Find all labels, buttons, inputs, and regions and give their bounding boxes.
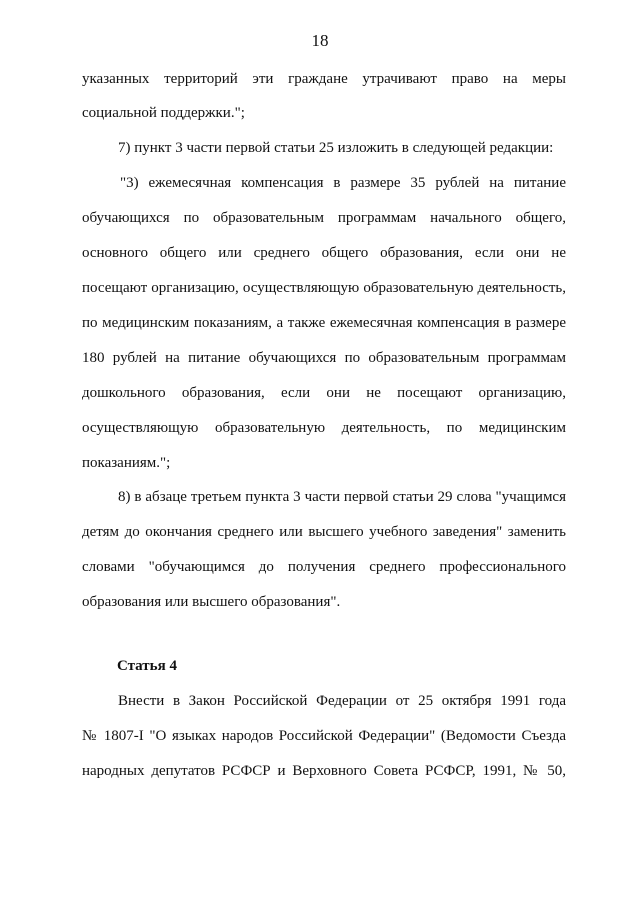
- text-line: социальной поддержки.";: [82, 105, 245, 121]
- text-line: дошкольного образования, если они не посещают организацию,: [82, 385, 566, 401]
- text-line: словами "обучающимся до получения среднего профессионального: [82, 559, 566, 575]
- text-line: Внести в Закон Российской Федерации от 25 октября 1991 года: [118, 693, 566, 709]
- text-line: образования или высшего образования".: [82, 594, 341, 610]
- text-line: детям до окончания среднего или высшего учебного заведения" заменить: [82, 524, 566, 540]
- article-heading: Статья 4: [117, 658, 177, 674]
- text-line: обучающихся по образовательным программам начального общего,: [82, 210, 566, 226]
- page-number: 18: [311, 31, 329, 50]
- text-line: основного общего или среднего общего образования, если они не: [82, 245, 566, 261]
- text-line: осуществляющую образовательную деятельность, по медицинским: [82, 420, 566, 436]
- text-line: "3) ежемесячная компенсация в размере 35 рублей на питание: [120, 175, 566, 191]
- text-line: указанных территорий эти граждане утрачивают право на меры: [82, 71, 566, 87]
- text-line: показаниям.";: [82, 455, 171, 471]
- text-line: по медицинским показаниям, а также ежемесячная компенсация в размере: [82, 315, 566, 331]
- text-line: № 1807-I "О языках народов Российской Федерации" (Ведомости Съезда: [82, 728, 566, 744]
- text-line: посещают организацию, осуществляющую образовательную деятельность,: [82, 280, 566, 296]
- text-line: народных депутатов РСФСР и Верховного Совета РСФСР, 1991, № 50,: [82, 763, 566, 779]
- text-line: 180 рублей на питание обучающихся по образовательным программам: [82, 350, 566, 366]
- list-item-7: 7) пункт 3 части первой статьи 25 изложить в следующей редакции:: [118, 140, 554, 156]
- list-item-8: 8) в абзаце третьем пункта 3 части первой статьи 29 слова "учащимся: [118, 489, 566, 505]
